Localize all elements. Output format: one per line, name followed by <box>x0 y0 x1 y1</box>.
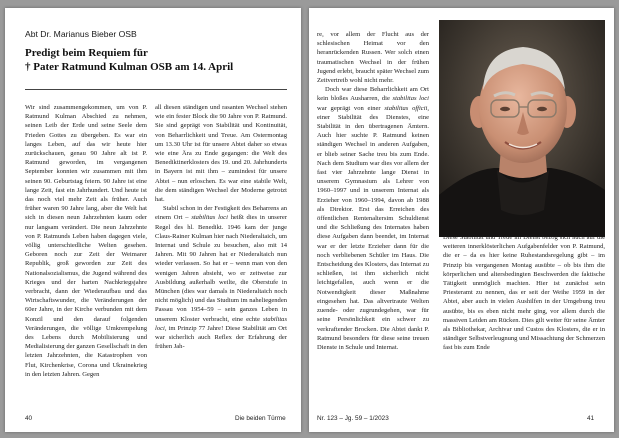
paragraph: Wir sind zusammengekommen, um von P. Ratmund Kulman Abschied zu nehmen, seinen Leib der Erde und seine Seele dem Frieden Gottes zu übergeben. Es war ein langes Leben, auf das wir heute hier zurückschauen, genau 90 Jahre alt ist P. Ratmund geworden, im vergangenen September konnten wir zusammen mit ihm seinen 90. Geburtstag feiern. 90 Jahre ist eine lange Zeit, fast ein Jahrhundert. Und heute ist das noch viel mehr Zeit als früher. Auch früher waren 90 Jahre lang, aber die Welt hat sich in diesen neun Jahrzehnten kaum oder nur langsam verändert. Die neun Jahrzehnte von P. Ratmunds Leben haben dagegen viele, völlig unterschiedliche Welten gesehen. Geboren noch zur Zeit der Weimarer Republik, groß geworden zur Zeit des Nationalsozialismus, die Jugend während des Krieges und der harten Nachkriegsjahre verbracht, dann der Wiederaufbau und das Wirtschaftswunder, die Veränderungen der 60er Jahre, in der Kirche verbunden mit dem Konzil und den darauf folgenden Veränderungen, die völlige Umkrempelung des Lebens durch Mobilisierung und Medialisierung der ganzen Gesellschaft in den letzten Jahrzehnten, die Katastrophen von Flut, Kirchenkrise, Corona und Ukrainekrieg in den letzten Jahren. Gegen <box>25 104 147 378</box>
portrait-photo <box>439 20 605 237</box>
article-headline <box>25 46 275 74</box>
page-number-left: 40 <box>25 415 33 422</box>
headline-rule <box>25 89 287 90</box>
paragraph <box>155 204 287 351</box>
portrait-image <box>439 20 605 237</box>
right-page <box>309 8 614 432</box>
page-number-right: 41 <box>587 415 595 422</box>
latin-term: stabilitas officii <box>384 104 428 112</box>
latin-term: stabilitas loci <box>191 214 228 222</box>
text-run: war geprägt von einer <box>317 104 385 112</box>
paragraph: re, vor allem der Flucht aus der schlesischen Heimat vor den heranrückenden Russen. Wer solch einen traumatischen Wechsel in der frühen Jugend erlebt, braucht später Wechsel zum Zeitvertreib wohl nicht mehr. <box>317 31 429 85</box>
text-run: , einer Stabilität des Dienstes, eine Stabilität in den übertragenen Ämtern. Auch hier suchte P. Ratmund keinen ständigen Wechsel in anderen Aufgaben, er blieb seiner Sache treu bis zum Ende. Nach dem Studium war dies vor allem der fast vier Jahrzehnte lange Dienst in unserem Gymnasium als Lehrer von 1960–1997 und in unserem Internat als Erzieher von 1960–1994, davon ab 1988 als Direktor. Erst das Erreichen des öffentlichen Rentenaltersim Schuldienst und die Schließung des Internates haben diese Aufgaben dann beendet, im Internat war er der letzte Erzieher dann für die noch verbliebenen Schüler im Haus. Die Entscheidung des Klosters, das Internat zu schließen, ist ihm sicherlich nicht leichtgefallen, auch wenn er die Notwendigkeit dieser Maßnahme eingesehen hat. Das altvertraute Welten zuende- oder zugrundegehen, war für seine Persönlichkeit ein schwer zu verkraftender Brocken. Die Abtei dankt P. Ratmund besonders für diese seine treuen Dienste in Schule und Internat. <box>317 104 429 351</box>
headline-line-2: † Pater Ratmund Kulman OSB am 14. April <box>25 61 234 73</box>
text-column-1 <box>25 103 147 379</box>
text-column-2 <box>155 103 287 351</box>
headline-line-1: Predigt beim Requiem für <box>25 47 148 59</box>
paragraph: all diesen ständigen und rasanten Wechsel stehen wie ein fester Block die 90 Jahre von P. Ratmund. Sie sind geprägt von Stabilität und Kontinuität, von Beharrlichkeit und Treue. Am Ostermontag um 13.30 Uhr ist für unsere Abtei daher so etwas wie eine Ära zu Ende gegangen: die Welt des Benediktinerklosters des 19. und 20. Jahrhunderts in Bayern ist mit ihm – zumindest für unsere Abtei – nun erloschen. Es war eine stabile Welt, die dem ständigen Wechsel der Moderne getrotzt hat. <box>155 104 287 204</box>
text-run: Stabil schon in der Festigkeit des Beharrens an einem Ort – <box>155 205 287 222</box>
text-column-4 <box>443 233 605 353</box>
text-run: heißt dies in unserer Regel des hl. Benedikt. 1946 kam der junge Claus-Rainer Kulman hier nach Niederaltaich, um Internat und Schule zu besuchen, also mit 14 Jahren. Mit 90 Jahren hat er Niederaltaich nun wieder verlassen. So hat er – wenn man von den wenigen Jahren absieht, wo er zeitweise zur Ausbildung außerhalb weilte, die Oberstufe in München (dies war damals in Niederaltaich noch nicht möglich) und das Studium im naheliegenden Passau von 1954–59 – sein ganzes Leben in unserem Kloster verbracht, eine echte <box>155 214 288 323</box>
issue-info: Nr. 123 – Jg. 59 – 1/2023 <box>317 415 389 422</box>
paragraph <box>317 85 429 352</box>
latin-term: stabilitas loci <box>392 95 429 103</box>
latin-term: stabilitas loci <box>155 315 287 332</box>
author-line: Abt Dr. Marianus Bieber OSB <box>25 29 137 39</box>
text-column-3 <box>317 30 429 352</box>
paragraph: Diese Stabilität und Treue im Dienst bezog sich auch auf die weiteren innerklösterlichen Aufgabenfelder von P. Ratmund, die er – da es hier keine Ruhestandsregelung gibt – im Prinzip bis vergangenen Montag ausübte – ob bis ihm die körperlichen und altersbedingten Beschwerden die faktische Tätigkeit unmöglich machten. Hier ist zunächst sein Priesteramt zu nennen, das er seit der Weihe 1959 in der Abtei, aber auch in vielen Aushilfen in der Umgebung treu ausübte, bis es eben nicht mehr ging, vor allem durch die massiven Leiden am Rücken. Dies gilt weiter für seine Ämter als Bibliothekar, Archivar und Custos des Klosters, die er in ständiger Selbstverleugnung und Missachtung der Schmerzen fast bis zum Ende <box>443 234 605 352</box>
publication-name: Die beiden Türme <box>235 415 286 422</box>
left-page <box>5 8 301 432</box>
text-run: , im Prinzip 77 Jahre! Diese Stabilität am Ort war sicherlich auch Reflex der Erfahrung der frühen Jah- <box>155 324 287 351</box>
text-run: Doch war diese Beharrlichkeit am Ort kein bloßes Ausharren, die <box>317 86 429 103</box>
